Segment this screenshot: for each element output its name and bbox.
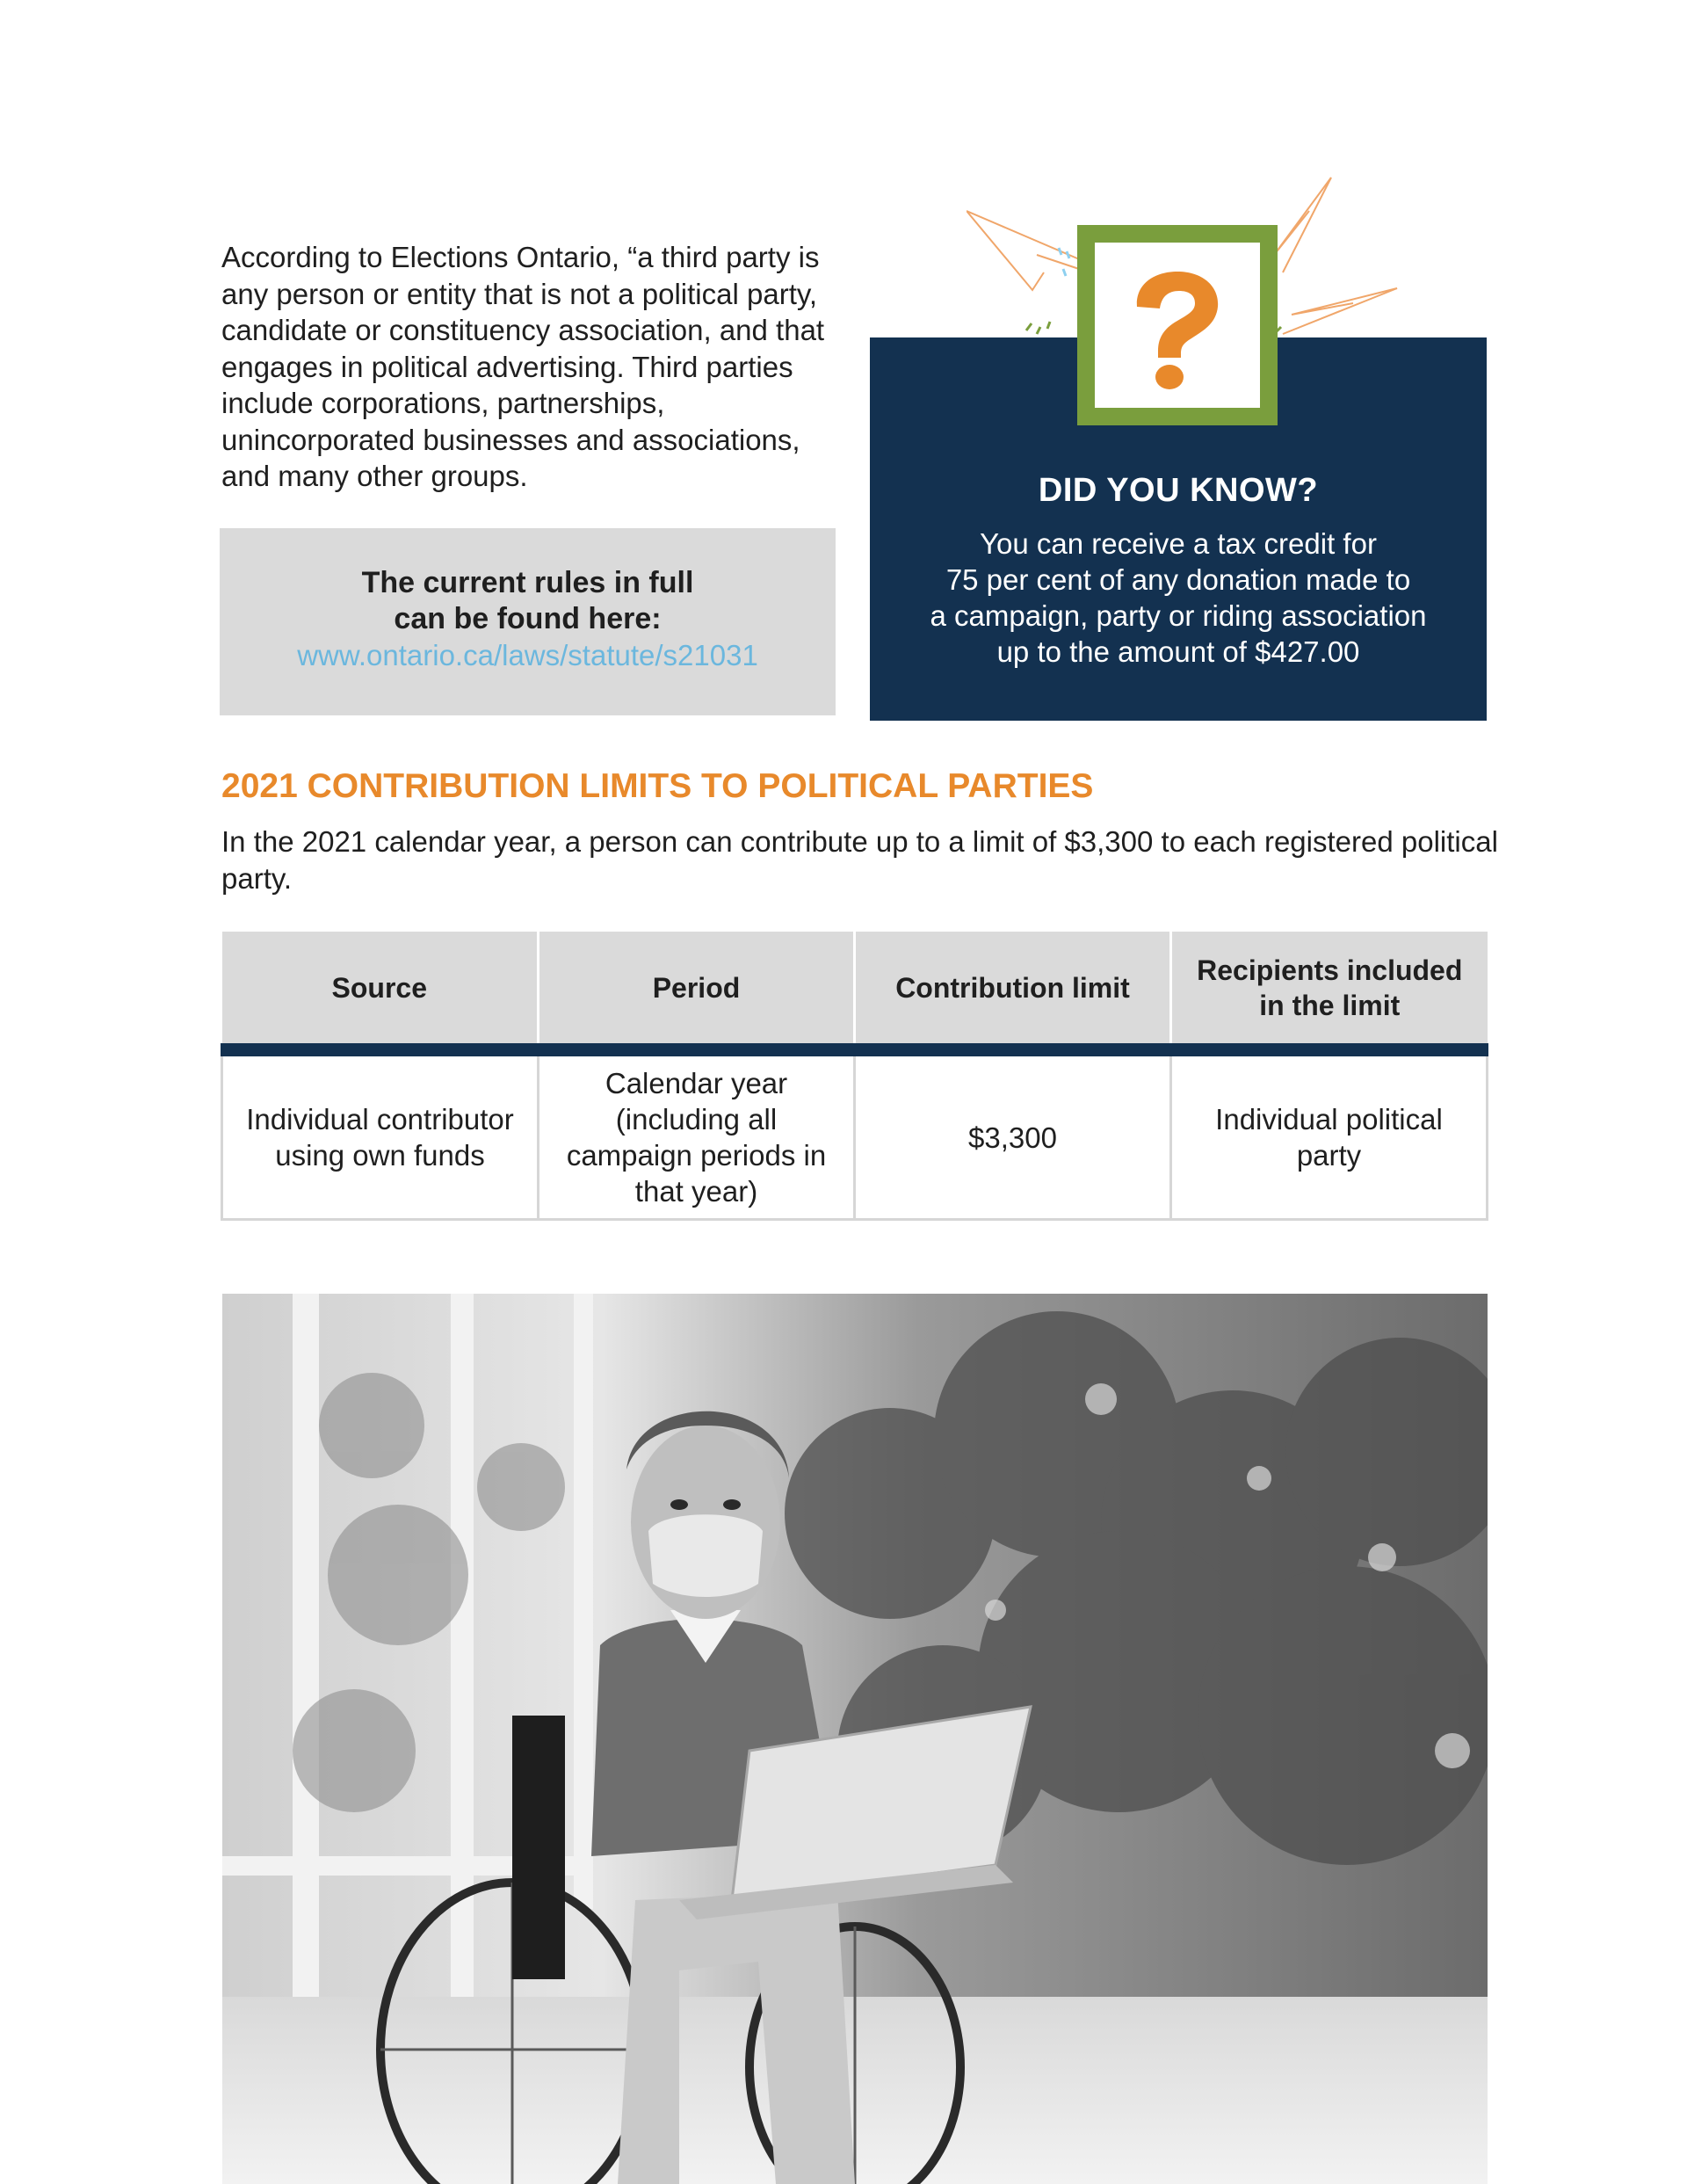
did-you-know-body xyxy=(870,526,1487,670)
statute-link[interactable]: www.ontario.ca/laws/statute/s21031 xyxy=(297,639,758,671)
rules-title-line2: can be found here: xyxy=(394,602,662,635)
intro-paragraph: According to Elections Ontario, “a third party is any person or entity that is not a political party, candidate or constituency association, and that engages in political advertising. Third parties include corporations, partnerships, unincorporated businesses and associations, and many other groups. xyxy=(221,241,825,492)
table-header-row xyxy=(222,932,1488,1050)
did-you-know-title: DID YOU KNOW? xyxy=(1038,472,1319,509)
did-you-know-line: a campaign, party or riding association xyxy=(930,599,1427,632)
section-intro: In the 2021 calendar year, a person can contribute up to a limit of $3,300 to each registered political party. xyxy=(221,825,1498,895)
contribution-limits-table xyxy=(221,932,1488,1221)
rules-title-line1: The current rules in full xyxy=(361,566,694,599)
question-mark-icon xyxy=(1121,268,1232,391)
cell-source: Individual contributor using own funds xyxy=(222,1050,539,1220)
did-you-know-line: You can receive a tax credit for xyxy=(980,527,1377,560)
section-heading: 2021 CONTRIBUTION LIMITS TO POLITICAL PARTIES xyxy=(221,767,1094,805)
rules-callout xyxy=(220,528,836,715)
cell-period: Calendar year (including all campaign periods in that year) xyxy=(539,1050,855,1220)
header-recipients: Recipients included in the limit xyxy=(1171,932,1488,1050)
table-row xyxy=(222,1050,1488,1220)
header-source: Source xyxy=(222,932,539,1050)
did-you-know-line: 75 per cent of any donation made to xyxy=(945,563,1411,596)
header-contribution-limit: Contribution limit xyxy=(855,932,1171,1050)
header-period: Period xyxy=(539,932,855,1050)
did-you-know-line: up to the amount of $427.00 xyxy=(996,635,1360,668)
cell-limit: $3,300 xyxy=(855,1050,1171,1220)
cell-recipients: Individual political party xyxy=(1171,1050,1488,1220)
woman-wheelchair-photo xyxy=(222,1294,1488,2184)
